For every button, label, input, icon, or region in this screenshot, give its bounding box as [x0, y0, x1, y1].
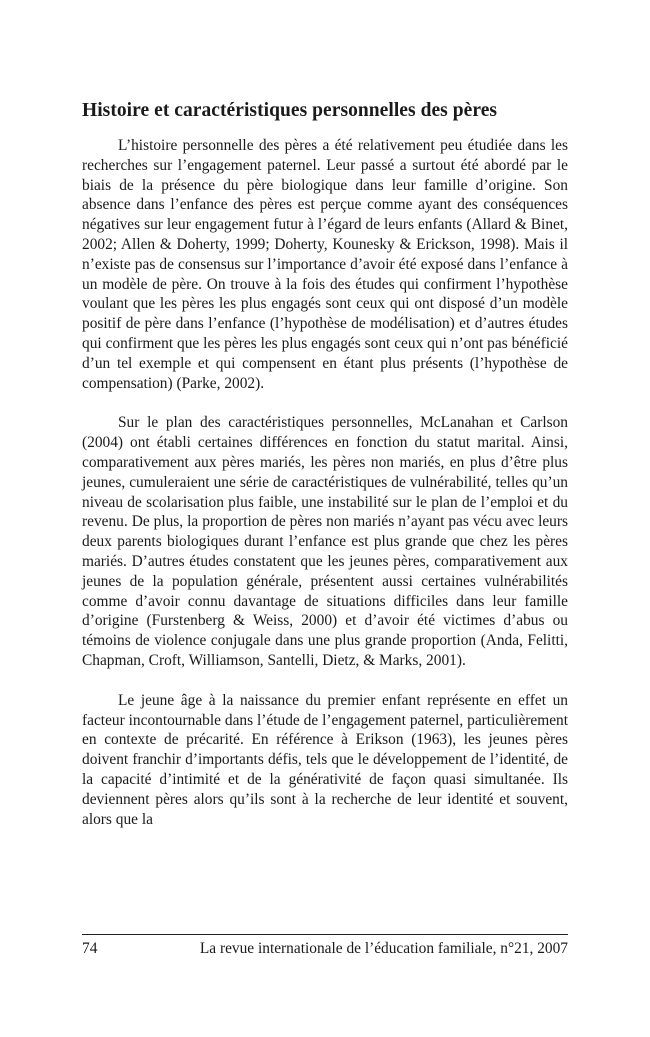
paragraph-3: Le jeune âge à la naissance du premier enfant représente en effet un facteur incontournable dans l’étude de l’engagement paternel, particulièrement en contexte de précarité. En référence à Erikson (1963), les jeunes pères doivent franchir d’importants défis, tels que le développement de l’identité, de la capacité d’intimité et de la générativité de façon quasi simultanée. Ils deviennent pères alors qu’ils sont à la recherche de leur identité et souvent, alors que la: [82, 691, 568, 828]
page-footer: [82, 939, 568, 959]
page-content: [82, 98, 568, 829]
paragraph-2: Sur le plan des caractéristiques personnelles, McLanahan et Carlson (2004) ont établi certaines différences en fonction du statut marital. Ainsi, comparativement aux pères mariés, les pères non mariés, en plus d’être plus jeunes, cumuleraient une série de caractéristiques de vulnérabilité, telles qu’un niveau de scolarisation plus faible, une instabilité sur le plan de l’emploi et du revenu. De plus, la proportion de pères non mariés n’ayant pas vécu avec leurs deux parents biologiques durant l’enfance est plus grande que chez les pères mariés. D’autres études constatent que les jeunes pères, comparativement aux jeunes de la population générale, présentent aussi certaines vulnérabilités comme d’avoir connu davantage de situations difficiles dans leur famille d’origine (Furstenberg & Weiss, 2000) et d’avoir été victimes d’abus ou témoins de violence conjugale dans une plus grande proportion (Anda, Felitti, Chapman, Croft, Williamson, Santelli, Dietz, & Marks, 2001).: [82, 414, 568, 669]
page-number: 74: [82, 940, 98, 957]
paragraph-1: L’histoire personnelle des pères a été relativement peu étudiée dans les recherches sur l’engagement paternel. Leur passé a surtout été abordé par le biais de la présence du père biologique dans leur famille d’origine. Son absence dans l’enfance des pères est perçue comme ayant des conséquences négatives sur leur engagement futur à l’égard de leurs enfants (Allard & Binet, 2002; Allen & Doherty, 1999; Doherty, Kounesky & Erickson, 1998). Mais il n’existe pas de consensus sur l’importance d’avoir été exposé dans l’enfance à un modèle de père. On trouve à la fois des études qui confirment l’hypothèse voulant que les pères les plus engagés sont ceux qui ont disposé d’un modèle positif de père dans l’enfance (l’hypothèse de modélisation) et d’autres études qui confirment que les pères les plus engagés sont ceux qui n’ont pas bénéficié d’un tel exemple et qui compensent en étant plus présents (l’hypothèse de compensation) (Parke, 2002).: [82, 137, 568, 392]
footer-rule: [82, 934, 568, 935]
journal-citation: La revue internationale de l’éducation familiale, n°21, 2007: [199, 940, 568, 957]
section-heading: Histoire et caractéristiques personnelles des pères: [82, 100, 498, 121]
